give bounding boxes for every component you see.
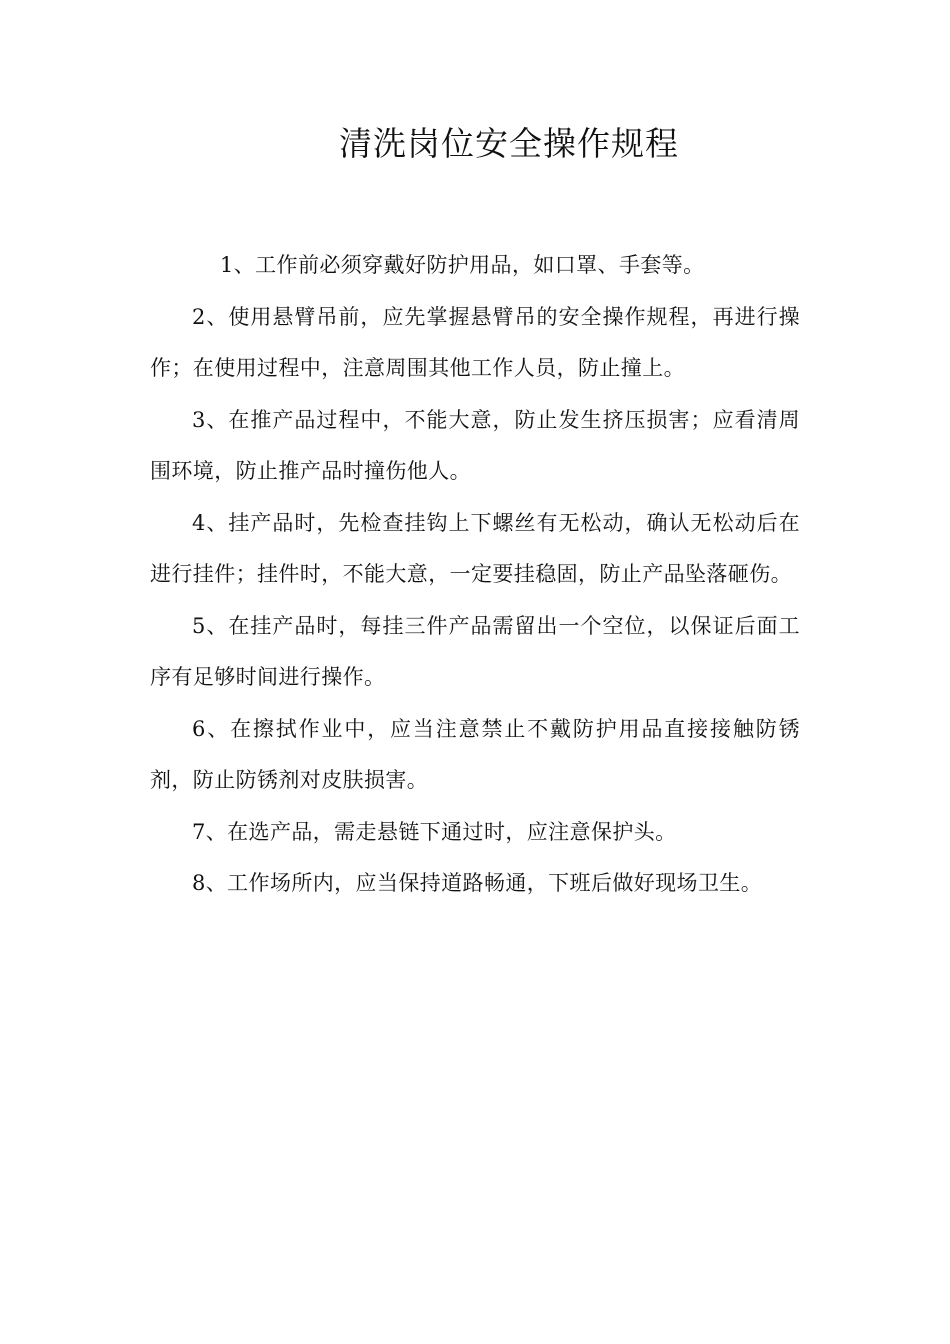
paragraph-2: 2、使用悬臂吊前，应先掌握悬臂吊的安全操作规程，再进行操作；在使用过程中，注意周围其他工作人员，防止撞上。 (150, 304, 800, 380)
paragraph-4: 4、挂产品时，先检查挂钩上下螺丝有无松动，确认无松动后在进行挂件；挂件时，不能大意，一定要挂稳固，防止产品坠落砸伤。 (150, 510, 800, 586)
paragraph-7: 7、在选产品，需走悬链下通过时，应注意保护头。 (192, 819, 677, 844)
paragraph-1: 1、工作前必须穿戴好防护用品，如口罩、手套等。 (220, 253, 705, 277)
document-title: 清洗岗位安全操作规程 (339, 124, 679, 163)
paragraph-6: 6、在擦拭作业中，应当注意禁止不戴防护用品直接接触防锈剂，防止防锈剂对皮肤损害。 (150, 716, 800, 792)
paragraph-5: 5、在挂产品时，每挂三件产品需留出一个空位，以保证后面工序有足够时间进行操作。 (150, 613, 800, 689)
paragraph-8: 8、工作场所内，应当保持道路畅通，下班后做好现场卫生。 (192, 871, 763, 895)
document-body (150, 240, 800, 910)
paragraph-3: 3、在推产品过程中，不能大意，防止发生挤压损害；应看清周围环境，防止推产品时撞伤他人。 (150, 407, 800, 483)
